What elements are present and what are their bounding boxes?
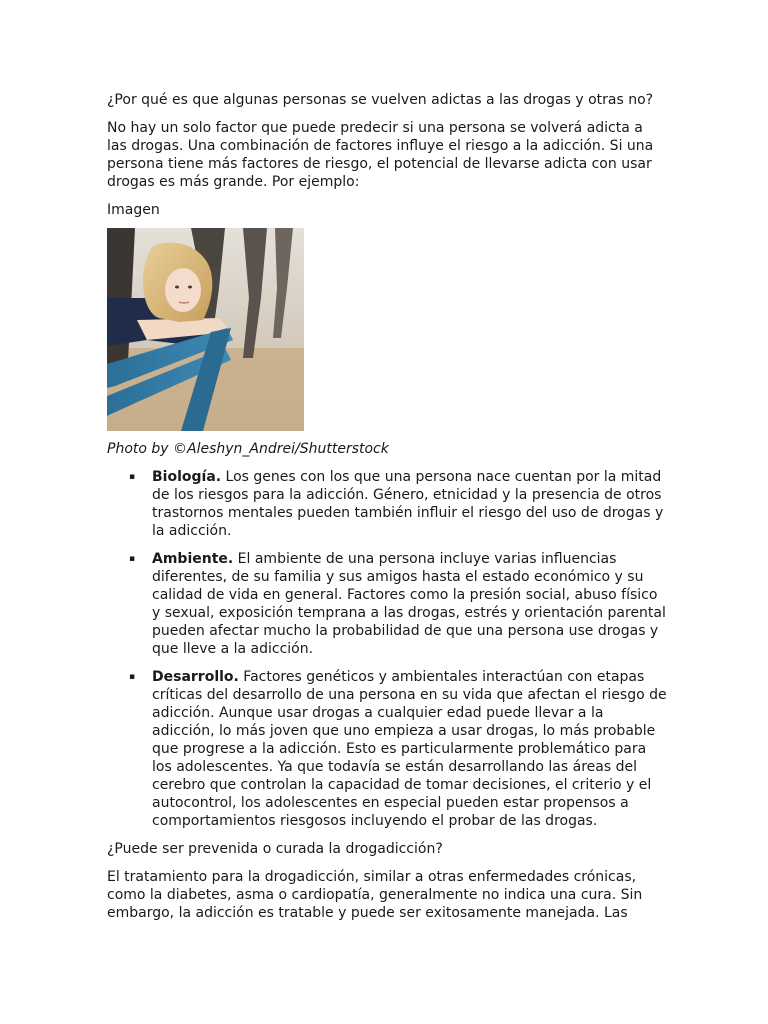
intro-paragraph: No hay un solo factor que puede predecir si una persona se volverá adicta a las drogas. Una combinación de factores influye el riesgo a la adicción. Si una persona tiene más factores de riesgo, el potencial de llevarse adicta con usar drogas es más grande. Por ejemplo: bbox=[107, 120, 654, 190]
question-heading-2: ¿Puede ser prevenida o curada la drogadicción? bbox=[107, 841, 443, 857]
bullet-square-icon: ▪ bbox=[129, 672, 136, 682]
list-item-term: Biología. bbox=[152, 469, 222, 485]
list-item bbox=[107, 550, 667, 658]
document-page bbox=[107, 91, 667, 922]
photo-girl-on-bench bbox=[107, 228, 304, 431]
list-item bbox=[107, 468, 667, 540]
list-item-text: El ambiente de una persona incluye varias influencias diferentes, de su familia y sus amigos hasta el estado económico y su calidad de vida en general. Factores como la presión social, abuso físico y sexual, exposición temprana a las drogas, estrés y orientación parental pueden afectar mucho la probabilidad de que una persona use drogas y que lleve a la adicción. bbox=[152, 551, 666, 657]
list-item-term: Desarrollo. bbox=[152, 669, 239, 685]
question-heading-1: ¿Por qué es que algunas personas se vuelven adictas a las drogas y otras no? bbox=[107, 92, 654, 108]
risk-factors-list bbox=[107, 468, 667, 830]
list-item-term: Ambiente. bbox=[152, 551, 234, 567]
list-item-text: Factores genéticos y ambientales interactúan con etapas críticas del desarrollo de una persona en su vida que afectan el riesgo de adicción. Aunque usar drogas a cualquier edad puede llevar a la adicción, lo más joven que uno empieza a usar drogas, lo más probable que progrese a la adicción. Esto es particularmente problemático para los adolescentes. Ya que todavía se están desarrollando las áreas del cerebro que controlan la capacidad de tomar decisiones, el criterio y el autocontrol, los adolescentes en especial pueden estar propensos a comportamientos riesgosos incluyendo el probar de las drogas. bbox=[152, 669, 667, 829]
closing-paragraph: El tratamiento para la drogadicción, similar a otras enfermedades crónicas, como la diabetes, asma o cardiopatía, generalmente no indica una cura. Sin embargo, la adicción es tratable y puede ser exitosamente manejada. Las bbox=[107, 869, 643, 921]
image-label: Imagen bbox=[107, 202, 160, 218]
bullet-square-icon: ▪ bbox=[129, 472, 136, 482]
bullet-square-icon: ▪ bbox=[129, 554, 136, 564]
list-item-text: Los genes con los que una persona nace cuentan por la mitad de los riesgos para la adicción. Género, etnicidad y la presencia de otros trastornos mentales pueden también influir el riesgo del uso de drogas y la adicción. bbox=[152, 469, 664, 539]
list-item bbox=[107, 668, 667, 830]
photo-credit: Photo by ©Aleshyn_Andrei/Shutterstock bbox=[107, 441, 389, 457]
